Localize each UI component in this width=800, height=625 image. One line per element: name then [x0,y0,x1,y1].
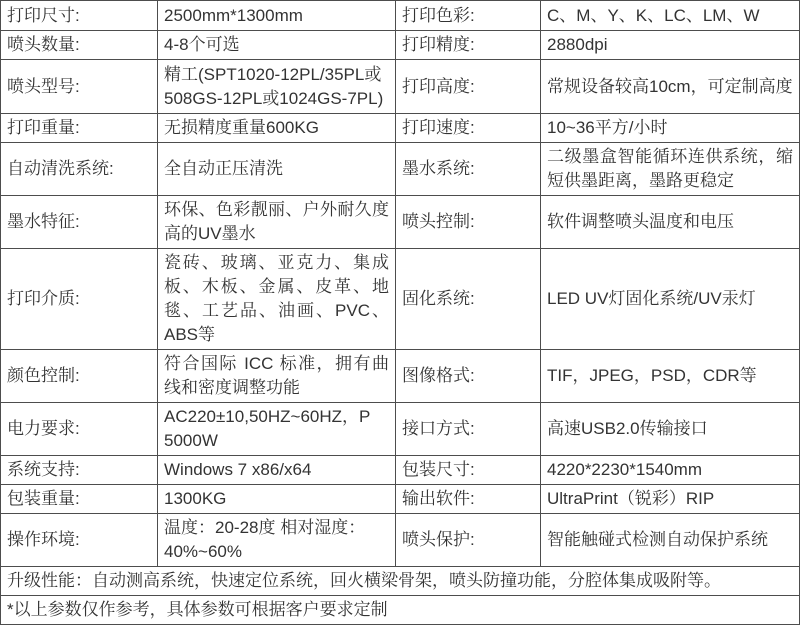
spec-value: LED UV灯固化系统/UV汞灯 [541,249,800,350]
spec-value: Windows 7 x86/x64 [158,456,396,485]
table-row [1,143,800,196]
spec-value: 二级墨盒智能循环连供系统，缩短供墨距离，墨路更稳定 [541,143,800,196]
spec-value: 常规设备较高10cm，可定制高度 [541,60,800,114]
table-row [1,196,800,249]
spec-label: 包装尺寸: [396,456,541,485]
spec-value: 符合国际 ICC 标准，拥有曲线和密度调整功能 [158,350,396,403]
spec-value: C、M、Y、K、LC、LM、W [541,1,800,31]
spec-label: 输出软件: [396,485,541,514]
spec-label: 接口方式: [396,403,541,456]
spec-label: 打印尺寸: [1,1,158,31]
spec-value: 高速USB2.0传输接口 [541,403,800,456]
spec-label: 喷头型号: [1,60,158,114]
spec-label: 喷头数量: [1,31,158,60]
table-row [1,514,800,567]
spec-value: 2880dpi [541,31,800,60]
spec-value: UltraPrint（锐彩）RIP [541,485,800,514]
table-row [1,485,800,514]
spec-label: 喷头控制: [396,196,541,249]
spec-value: 4220*2230*1540mm [541,456,800,485]
table-row [1,1,800,31]
spec-label: 颜色控制: [1,350,158,403]
spec-label: 打印色彩: [396,1,541,31]
spec-label: 固化系统: [396,249,541,350]
spec-label: 系统支持: [1,456,158,485]
spec-label: 打印高度: [396,60,541,114]
spec-value: 10~36平方/小时 [541,114,800,143]
table-row [1,403,800,456]
spec-value: 智能触碰式检测自动保护系统 [541,514,800,567]
table-row [1,456,800,485]
spec-value: 2500mm*1300mm [158,1,396,31]
spec-value: 软件调整喷头温度和电压 [541,196,800,249]
spec-value: 瓷砖、玻璃、亚克力、集成板、木板、金属、皮革、地毯、工艺品、油画、PVC、ABS等 [158,249,396,350]
spec-label: 包装重量: [1,485,158,514]
spec-label: 自动清洗系统: [1,143,158,196]
table-row [1,249,800,350]
spec-value: 温度：20-28度 相对湿度：40%~60% [158,514,396,567]
spec-value: 全自动正压清洗 [158,143,396,196]
spec-label: 墨水系统: [396,143,541,196]
spec-value: 精工(SPT1020-12PL/35PL或508GS-12PL或1024GS-7PL) [158,60,396,114]
table-row [1,350,800,403]
spec-label: 电力要求: [1,403,158,456]
upgrade-performance-text: 升级性能：自动测高系统，快速定位系统，回火横梁骨架，喷头防撞功能，分腔体集成吸附等。 [1,567,800,596]
spec-value: TIF，JPEG，PSD，CDR等 [541,350,800,403]
spec-value: 环保、色彩靓丽、户外耐久度高的UV墨水 [158,196,396,249]
table-row [1,114,800,143]
spec-label: 打印介质: [1,249,158,350]
spec-label: 打印精度: [396,31,541,60]
footnote-text: *以上参数仅作参考，具体参数可根据客户要求定制 [1,596,800,625]
spec-value: 4-8个可选 [158,31,396,60]
table-row [1,31,800,60]
spec-label: 打印速度: [396,114,541,143]
spec-label: 操作环境: [1,514,158,567]
table-row-footnote [1,596,800,625]
spec-label: 墨水特征: [1,196,158,249]
spec-label: 打印重量: [1,114,158,143]
spec-label: 图像格式: [396,350,541,403]
spec-label: 喷头保护: [396,514,541,567]
table-row [1,60,800,114]
spec-value: 无损精度重量600KG [158,114,396,143]
table-row-upgrade [1,567,800,596]
spec-value: AC220±10,50HZ~60HZ，P 5000W [158,403,396,456]
spec-value: 1300KG [158,485,396,514]
